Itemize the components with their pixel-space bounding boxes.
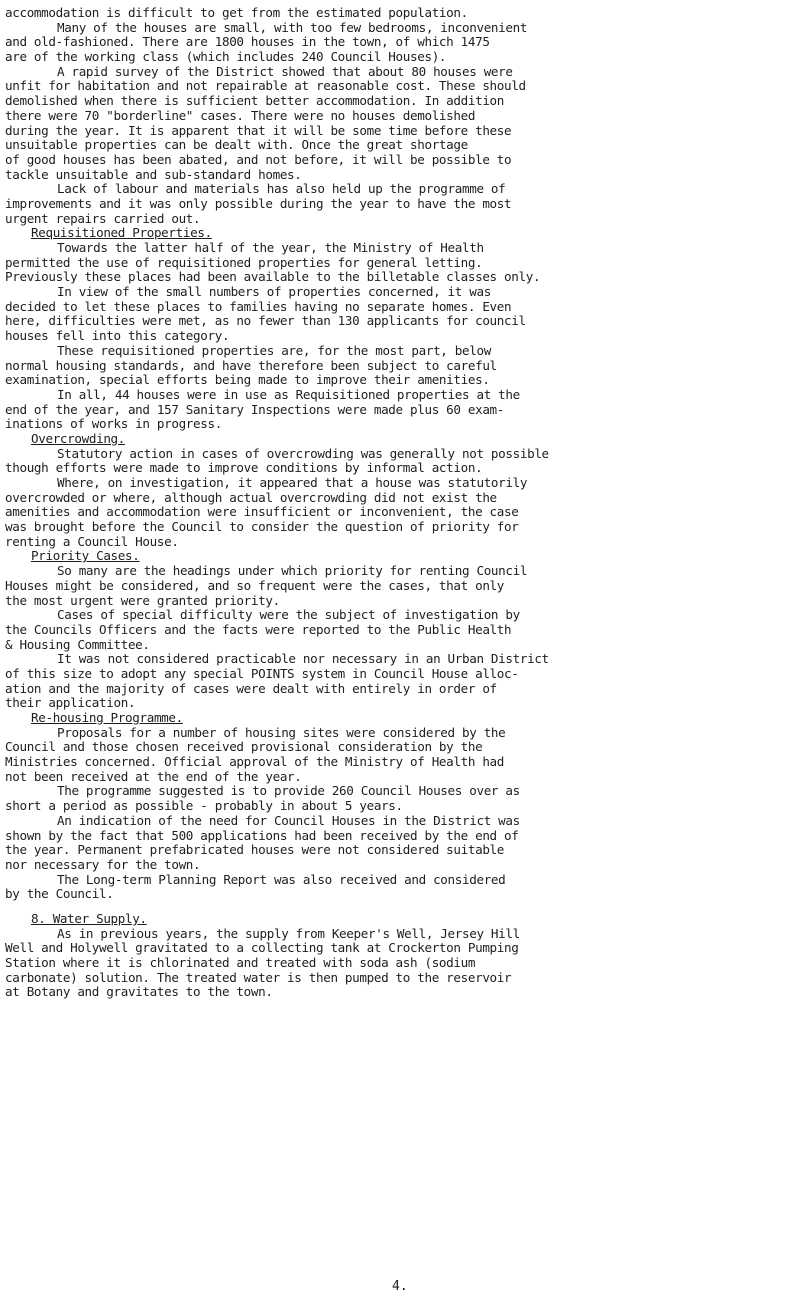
text-line: Council and those chosen received provisional consideration by the (5, 739, 483, 755)
text-line: and old-fashioned. There are 1800 houses in the town, of which 1475 (5, 34, 490, 50)
text-line: at Botany and gravitates to the town. (5, 984, 273, 1000)
text-line: nor necessary for the town. (5, 856, 201, 872)
text-line: Where, on investigation, it appeared that a house was statutorily (57, 475, 528, 490)
heading-text: Re-housing Programme. (31, 710, 183, 725)
text-line: tackle unsuitable and sub-standard homes. (5, 166, 302, 182)
text-line: As in previous years, the supply from Keeper's Well, Jersey Hill (57, 925, 520, 941)
text-line: An indication of the need for Council Houses in the District was (57, 812, 520, 828)
text-line: Station where it is chlorinated and treated with soda ash (sodium (5, 955, 476, 970)
text-line: The Long-term Planning Report was also received and considered (57, 871, 506, 887)
text-line: here, difficulties were met, as no fewer than 130 applicants for council (5, 313, 526, 329)
text-line: amenities and accommodation were insufficient or inconvenient, the case (5, 504, 519, 520)
text-line: overcrowded or where, although actual overcrowding did not exist the (5, 489, 497, 505)
text-line: during the year. It is apparent that it will be some time before these (5, 122, 512, 138)
text-line: short a period as possible - probably in about 5 years. (5, 798, 403, 814)
text-line: ation and the majority of cases were dealt with entirely in order of (5, 680, 497, 696)
heading-text: Overcrowding. (31, 430, 126, 446)
text-line: Previously these places had been available to the billetable classes only. (5, 269, 541, 285)
subsection-heading (5, 711, 793, 726)
text-line: normal housing standards, and have therefore been subject to careful (5, 357, 497, 373)
text-line: In all, 44 houses were in use as Requisitioned properties at the (57, 386, 520, 402)
text-line: Statutory action in cases of overcrowding was generally not possible (57, 445, 549, 461)
text-line: Ministries concerned. Official approval of the Ministry of Health had (5, 754, 505, 770)
text-line: of this size to adopt any special POINTS system in Council House alloc- (5, 665, 519, 681)
text-line: inations of works in progress. (5, 416, 222, 432)
text-line: In view of the small numbers of properties concerned, it was (57, 284, 491, 300)
text-line: Many of the houses are small, with too few bedrooms, inconvenient (57, 19, 528, 35)
text-line: their application. (5, 695, 136, 711)
text-line: decided to let these places to families having no separate homes. Even (5, 298, 512, 314)
text-line: Well and Holywell gravitated to a collecting tank at Crockerton Pumping (5, 940, 519, 956)
subsection-heading (5, 226, 793, 241)
text-line: examination, special efforts being made to improve their amenities. (5, 372, 490, 388)
text-line: of good houses has been abated, and not before, it will be possible to (5, 151, 512, 167)
text-line: though efforts were made to improve conditions by informal action. (5, 460, 483, 476)
text-line: unsuitable properties can be dealt with. Once the great shortage (5, 137, 468, 153)
text-line: The programme suggested is to provide 260 Council Houses over as (57, 783, 520, 799)
text-line: Houses might be considered, and so frequent were the cases, that only (5, 577, 505, 593)
text-line: Lack of labour and materials has also held up the programme of (57, 181, 506, 197)
text-line: permitted the use of requisitioned properties for general letting. (5, 254, 483, 270)
page-number: 4. (392, 1279, 408, 1294)
text-line: These requisitioned properties are, for the most part, below (57, 342, 491, 358)
text-line: Proposals for a number of housing sites were considered by the (57, 724, 506, 740)
text-line: It was not considered practicable nor necessary in an Urban District (57, 651, 549, 667)
text-line: unfit for habitation and not repairable at reasonable cost. These should (5, 78, 526, 94)
subsection-heading (5, 549, 793, 564)
heading-text: 8. Water Supply. (31, 910, 147, 926)
text-line: are of the working class (which includes 240 Council Houses). (5, 49, 447, 65)
heading-text: Requisitioned Properties. (31, 225, 212, 241)
text-line: renting a Council House. (5, 533, 179, 549)
text-line: improvements and it was only possible during the year to have the most (5, 195, 512, 211)
text-line: demolished when there is sufficient better accommodation. In addition (5, 93, 505, 109)
text-line: the Councils Officers and the facts were reported to the Public Health (5, 621, 512, 637)
text-line: Cases of special difficulty were the subject of investigation by (57, 607, 520, 623)
heading-text: Priority Cases. (31, 548, 140, 564)
text-line: accommodation is difficult to get from the estimated population. (5, 5, 468, 20)
text-line: carbonate) solution. The treated water is then pumped to the reservoir (5, 969, 512, 985)
subsection-heading (5, 432, 793, 447)
text-line: & Housing Committee. (5, 636, 150, 652)
text-line: Towards the latter half of the year, the Ministry of Health (57, 240, 484, 255)
text-line: was brought before the Council to consider the question of priority for (5, 519, 519, 535)
text-line: A rapid survey of the District showed that about 80 houses were (57, 63, 513, 79)
document-body (5, 6, 793, 1000)
text-line: by the Council. (5, 886, 114, 902)
section-heading (5, 912, 793, 927)
text-line: urgent repairs carried out. (5, 210, 201, 226)
text-line: So many are the headings under which priority for renting Council (57, 563, 528, 579)
text-line: houses fell into this category. (5, 328, 230, 344)
text-line: the year. Permanent prefabricated houses were not considered suitable (5, 842, 505, 858)
text-line: the most urgent were granted priority. (5, 592, 280, 608)
text-line: not been received at the end of the year. (5, 768, 302, 784)
text-line: shown by the fact that 500 applications had been received by the end of (5, 827, 519, 843)
text-line: there were 70 "borderline" cases. There were no houses demolished (5, 107, 476, 123)
text-line: end of the year, and 157 Sanitary Inspections were made plus 60 exam- (5, 401, 505, 417)
